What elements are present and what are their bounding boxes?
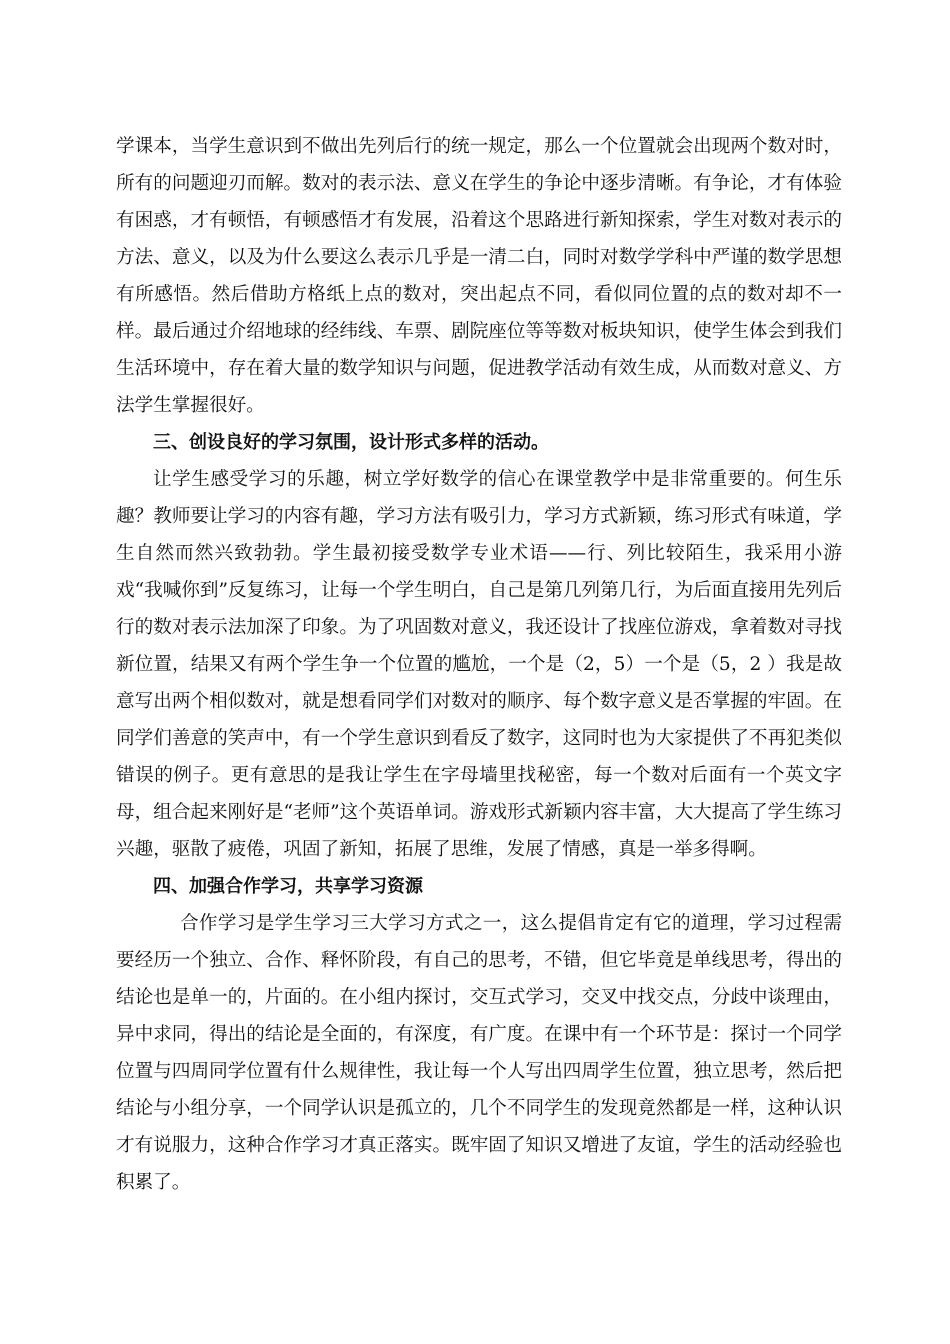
section-heading-4: 四、加强合作学习，共享学习资源	[153, 876, 423, 897]
paragraph-cooperative-learning: 合作学习是学生学习三大学习方式之一，这么提倡肯定有它的道理，学习过程需要经历一个独立、合作、释怀阶段，有自己的思考，不错，但它毕竟是单线思考，得出的结论也是单一的，片面的。在小组内探讨，交互式学习，交叉中找交点，分歧中谈理由，异中求同，得出的结论是全面的，有深度，有广度。在课中有一个环节是：探讨一个同学位置与四周同学位置有什么规律性，我让每一个人写出四周学生位置，独立思考，然后把结论与小组分享，一个同学认识是孤立的，几个不同学生的发现竟然都是一样，这种认识才有说服力，这种合作学习才真正落实。既牢固了知识又增进了友谊，学生的活动经验也积累了。	[116, 913, 842, 1193]
section-heading-3: 三、创设良好的学习氛围，设计形式多样的活动。	[153, 432, 549, 453]
document-body	[116, 128, 842, 1201]
paragraph-learning-atmosphere: 让学生感受学习的乐趣，树立学好数学的信心在课堂教学中是非常重要的。何生乐趣？教师要让学习的内容有趣，学习方法有吸引力，学习方式新颖，练习形式有味道，学生自然而然兴致勃勃。学生最初接受数学专业术语——行、列比较陌生，我采用小游戏“我喊你到”反复练习，让每一个学生明白，自己是第几列第几行，为后面直接用先列后行的数对表示法加深了印象。为了巩固数对意义，我还设计了找座位游戏，拿着数对寻找新位置，结果又有两个学生争一个位置的尴尬，一个是（2，5）一个是（5，2 ）我是故意写出两个相似数对，就是想看同学们对数对的顺序、每个数字意义是否掌握的牢固。在同学们善意的笑声中，有一个学生意识到看反了数字，这同时也为大家提供了不再犯类似错误的例子。更有意思的是我让学生在字母墙里找秘密，每一个数对后面有一个英文字母，组合起来刚好是“老师”这个英语单词。游戏形式新颖内容丰富，大大提高了学生练习兴趣，驱散了疲倦，巩固了新知，拓展了思维，发展了情感，真是一举多得啊。	[116, 469, 842, 860]
paragraph-continued: 学课本，当学生意识到不做出先列后行的统一规定，那么一个位置就会出现两个数对时，所有的问题迎刃而解。数对的表示法、意义在学生的争论中逐步清晰。有争论，才有体验有困惑，才有顿悟，有顿感悟才有发展，沿着这个思路进行新知探索，学生对数对表示的方法、意义，以及为什么要这么表示几乎是一清二白，同时对数学学科中严谨的数学思想有所感悟。然后借助方格纸上点的数对，突出起点不同，看似同位置的点的数对却不一样。最后通过介绍地球的经纬线、车票、剧院座位等等数对板块知识，使学生体会到我们生活环境中，存在着大量的数学知识与问题，促进教学活动有效生成，从而数对意义、方法学生掌握很好。	[116, 136, 842, 416]
